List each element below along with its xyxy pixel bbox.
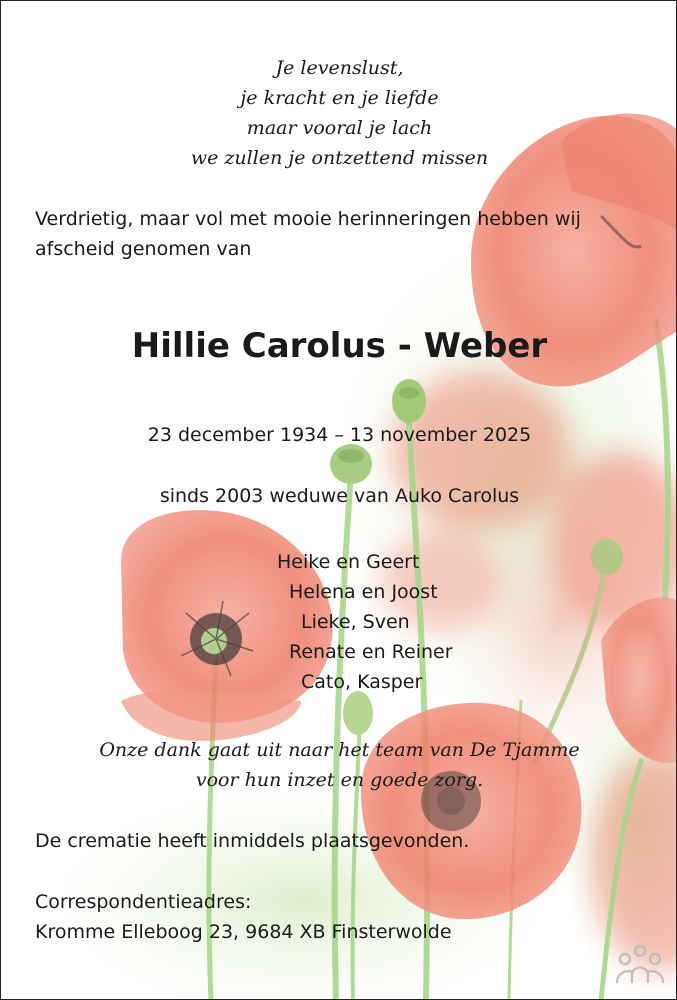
family-member: Lieke, Sven <box>301 611 410 633</box>
people-group-icon <box>615 943 665 987</box>
family-member: Renate en Reiner <box>289 641 453 663</box>
family-member: Heike en Geert <box>277 551 420 573</box>
intro-text <box>35 204 655 264</box>
family-member: Helena en Joost <box>289 581 438 603</box>
intro-line: Verdrietig, maar vol met mooie herinneringen hebben wij <box>35 208 581 230</box>
address-value: Kromme Elleboog 23, 9684 XB Finsterwolde <box>35 921 452 943</box>
deceased-name: Hillie Carolus - Weber <box>131 326 548 366</box>
poem-line: we zullen je ontzettend missen <box>190 147 489 169</box>
correspondence-address <box>35 887 452 947</box>
life-dates: 23 december 1934 – 13 november 2025 <box>147 424 532 446</box>
cremation-note: De crematie heeft inmiddels plaatsgevonden. <box>35 830 470 852</box>
widow-note: sinds 2003 weduwe van Auko Carolus <box>159 485 520 507</box>
address-label: Correspondentieadres: <box>35 891 252 913</box>
poem-line: je kracht en je liefde <box>240 87 439 109</box>
thanks-line: voor hun inzet en goede zorg. <box>195 769 484 791</box>
family-list <box>277 547 453 697</box>
poem-line: maar vooral je lach <box>246 117 433 139</box>
opening-poem <box>1 53 677 173</box>
thanks-note <box>1 735 677 795</box>
poem-line: Je levenslust, <box>275 57 404 79</box>
family-member: Cato, Kasper <box>301 671 423 693</box>
thanks-line: Onze dank gaat uit naar het team van De Tjamme <box>99 739 580 761</box>
intro-line: afscheid genomen van <box>35 238 252 260</box>
